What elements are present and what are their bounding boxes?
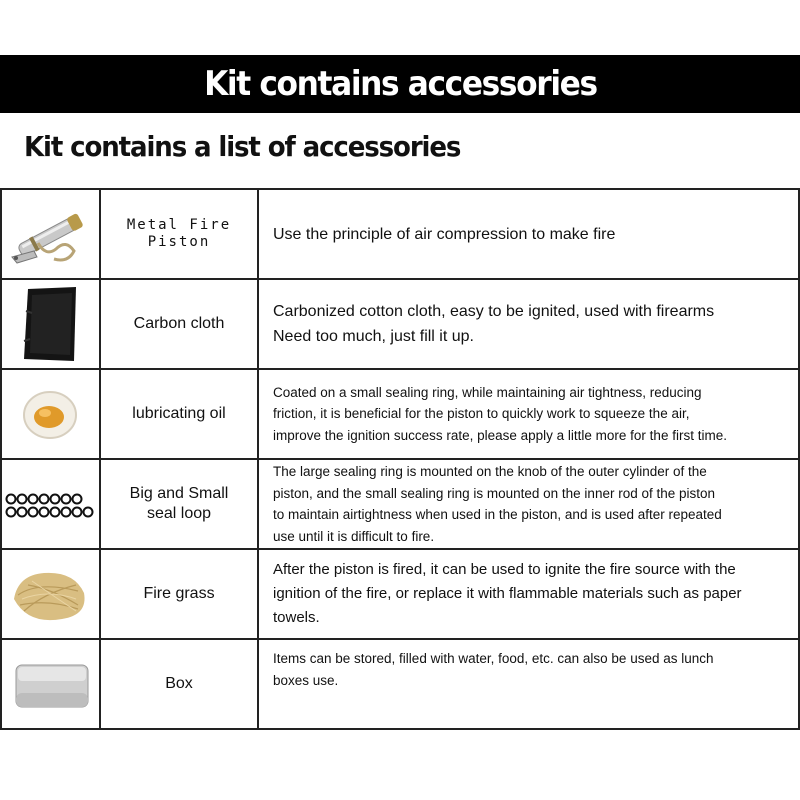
carbon-cloth-image	[2, 281, 97, 367]
tin-box-image	[2, 641, 97, 727]
item-name-cell	[100, 189, 258, 279]
item-name: Box	[165, 675, 193, 692]
fire-grass-image	[2, 551, 97, 637]
banner-title: Kit contains accessories	[203, 64, 597, 104]
item-image-cell	[1, 189, 100, 279]
oil-dish-image	[2, 371, 97, 457]
item-desc-cell	[258, 369, 799, 459]
fire-piston-image	[2, 191, 97, 277]
item-description: Items can be stored, filled with water, food, etc. can also be used as lunch boxes use.	[273, 651, 714, 688]
item-name-cell	[100, 459, 258, 549]
table-row	[1, 369, 799, 459]
item-name: Big and Small seal loop	[129, 485, 229, 522]
table-row	[1, 189, 799, 279]
table-row	[1, 459, 799, 549]
item-image-cell	[1, 639, 100, 729]
item-description: The large sealing ring is mounted on the knob of the outer cylinder of the piston, and the small sealing ring is mounted on the inner rod of the piston to maintain airtightness when used in the piston, and is used after repeated use until it is difficult to fire.	[273, 464, 722, 544]
item-desc-cell	[258, 459, 799, 549]
accessories-table	[0, 188, 800, 730]
item-name-cell	[100, 279, 258, 369]
item-description: Carbonized cotton cloth, easy to be ignited, used with firearms Need too much, just fill it up.	[273, 303, 715, 345]
item-image-cell	[1, 549, 100, 639]
item-name: lubricating oil	[132, 405, 226, 422]
item-name-cell	[100, 369, 258, 459]
item-name-cell	[100, 639, 258, 729]
item-description: Use the principle of air compression to make fire	[273, 225, 616, 243]
item-name: Metal Fire Piston	[126, 217, 232, 250]
item-name-cell	[100, 549, 258, 639]
item-desc-cell	[258, 189, 799, 279]
table-row	[1, 279, 799, 369]
item-desc-cell	[258, 279, 799, 369]
page-subtitle: Kit contains a list of accessories	[24, 130, 461, 163]
table-row	[1, 639, 799, 729]
item-description: After the piston is fired, it can be used to ignite the fire source with the ignition of the fire, or replace it with flammable materials such as paper towels.	[273, 561, 742, 626]
seal-rings-image	[2, 461, 97, 547]
item-description: Coated on a small sealing ring, while maintaining air tightness, reducing friction, it is beneficial for the piston to quickly work to squeeze the air, improve the ignition success rate, please apply a little more for the first time.	[273, 384, 727, 443]
item-desc-cell	[258, 549, 799, 639]
item-name: Carbon cloth	[133, 315, 225, 332]
item-image-cell	[1, 279, 100, 369]
item-desc-cell	[258, 639, 799, 729]
item-image-cell	[1, 459, 100, 549]
header-banner	[0, 55, 800, 113]
item-name: Fire grass	[143, 585, 215, 602]
item-image-cell	[1, 369, 100, 459]
table-row	[1, 549, 799, 639]
